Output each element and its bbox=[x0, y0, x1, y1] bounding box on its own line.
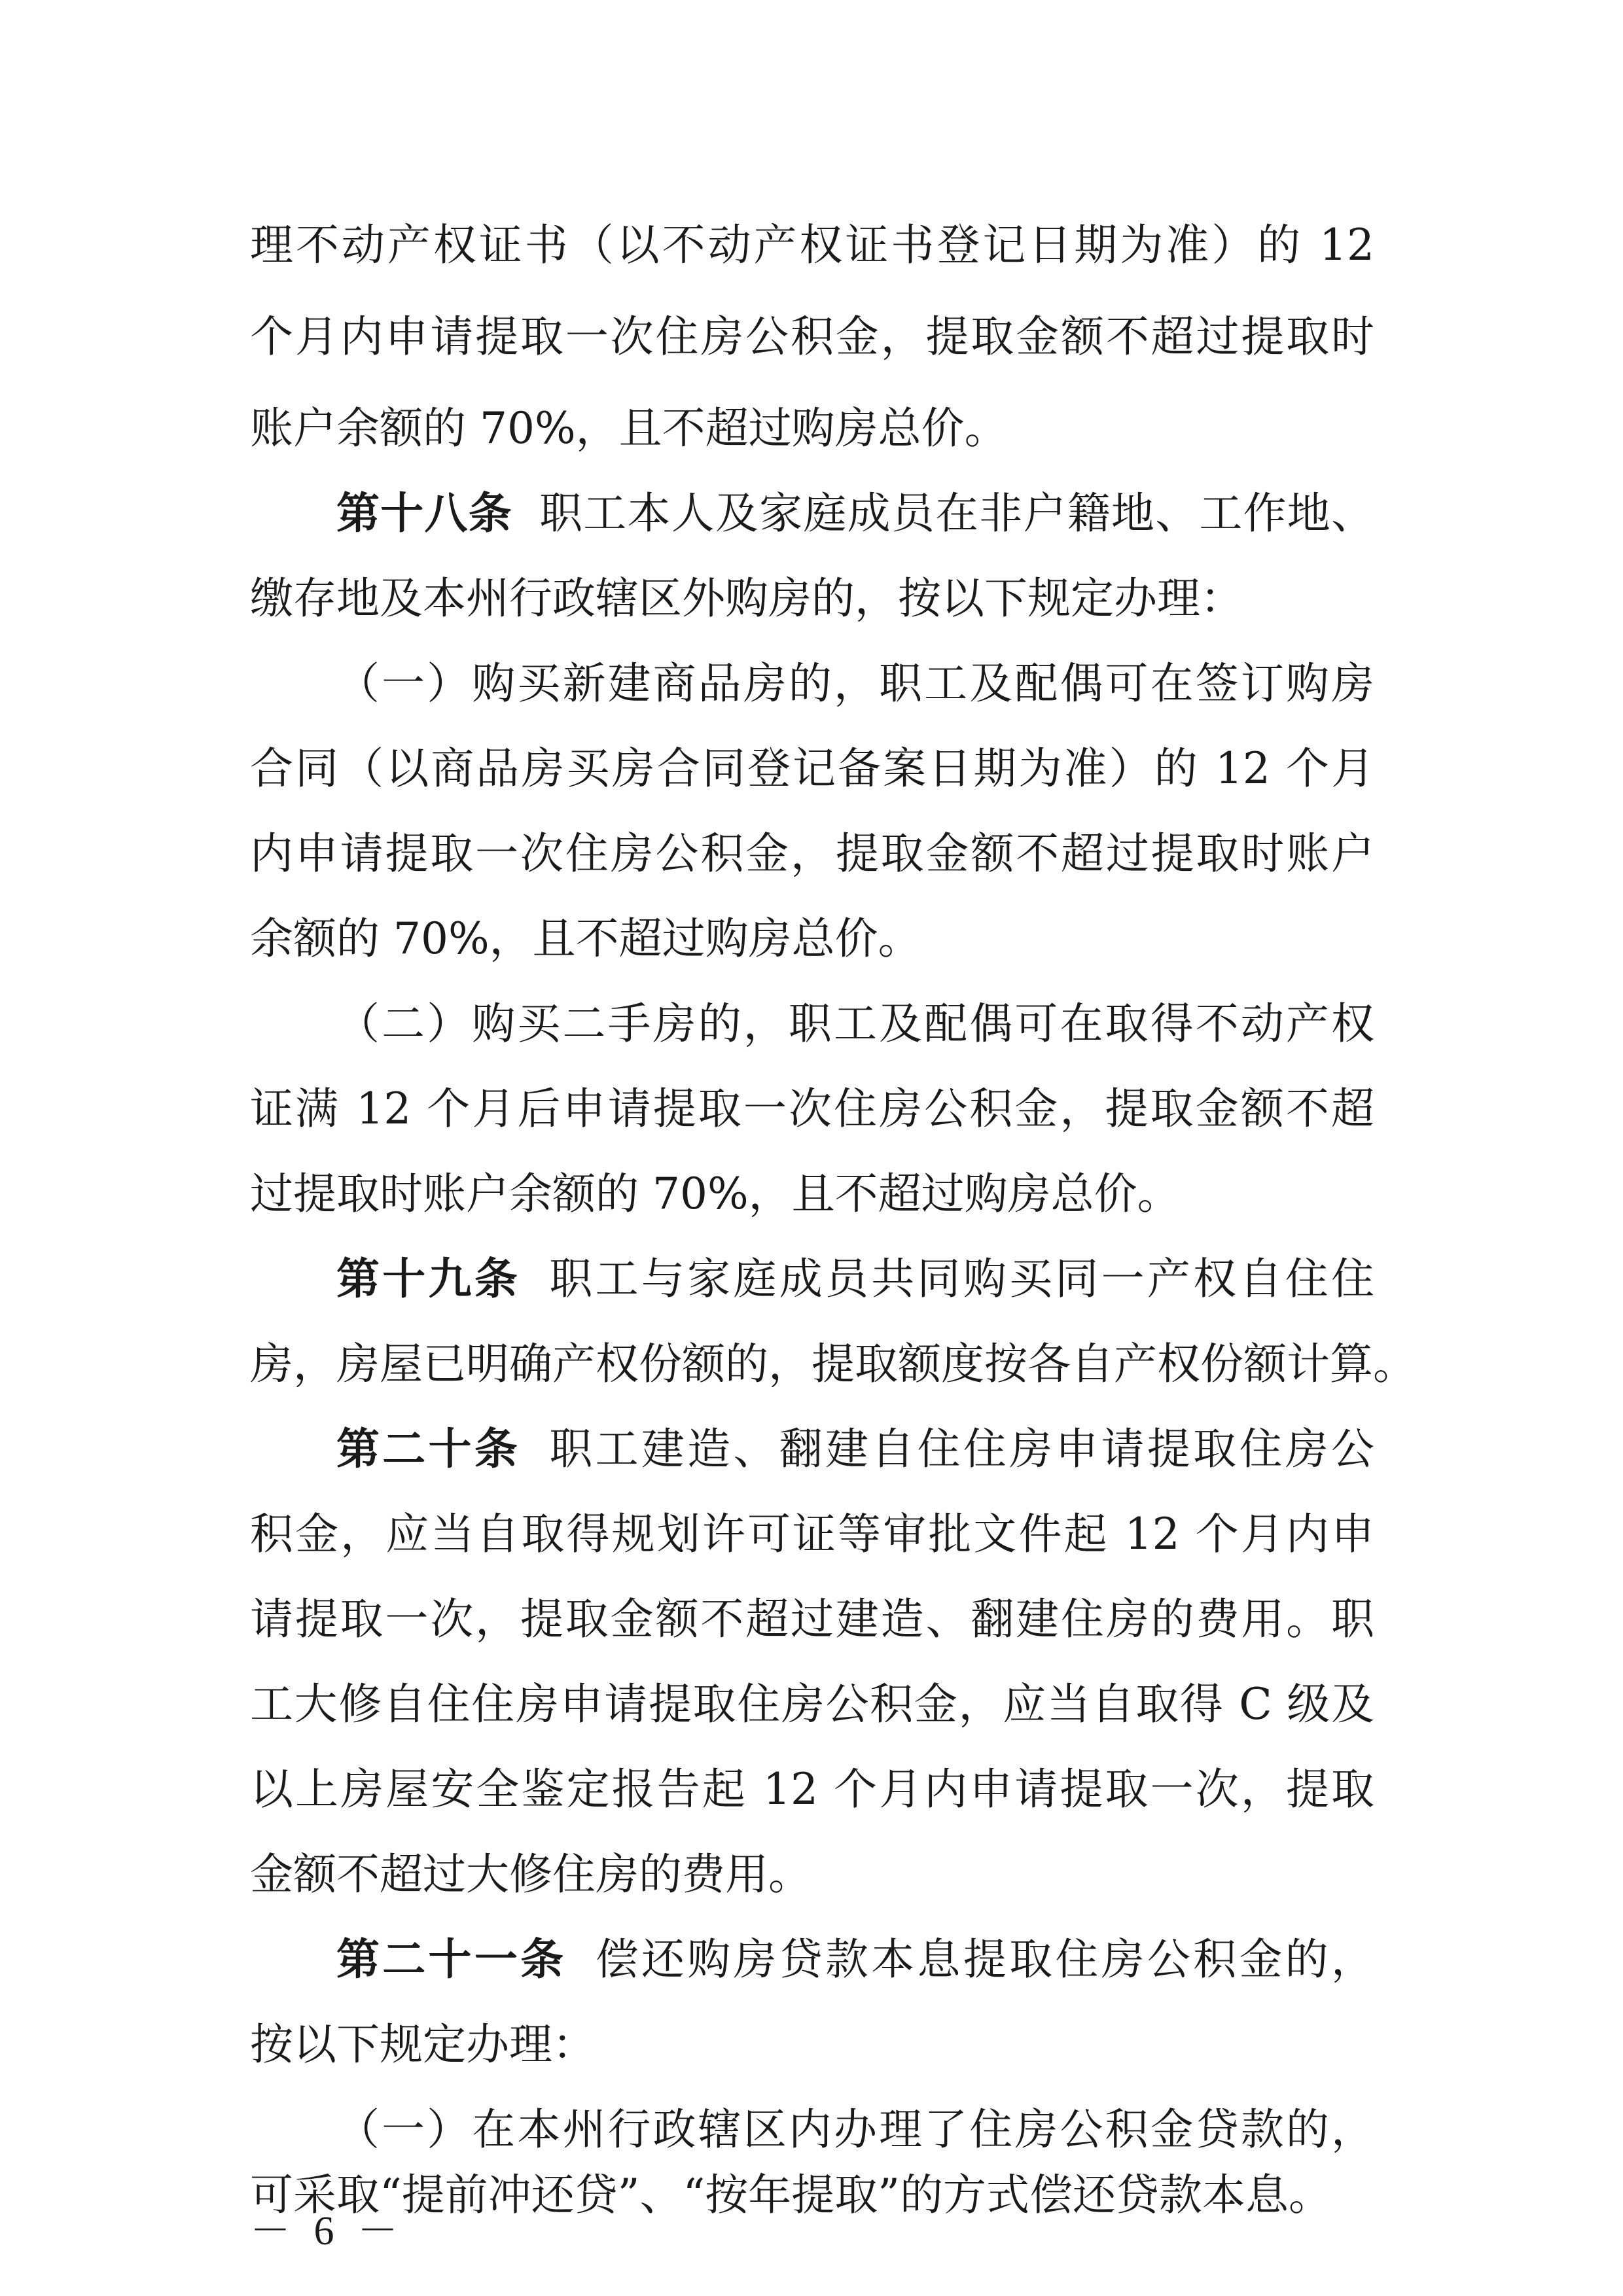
text-line: 证满 12 个月后申请提取一次住房公积金，提取金额不超 bbox=[250, 1084, 1374, 1134]
text-line: 以上房屋安全鉴定报告起 12 个月内申请提取一次，提取 bbox=[250, 1764, 1374, 1814]
text-line: 工大修自住住房申请提取住房公积金，应当自取得 C 级及 bbox=[250, 1679, 1374, 1729]
clause-1-first-line: （一）购买新建商品房的，职工及配偶可在签订购房 bbox=[336, 658, 1374, 709]
text-line: 过提取时账户余额的 70%，且不超过购房总价。 bbox=[250, 1169, 1181, 1219]
clause-1-first-line: （一）在本州行政辖区内办理了住房公积金贷款的， bbox=[336, 2104, 1374, 2155]
article-19-first-line: 第十九条 职工与家庭成员共同购买同一产权自住住 bbox=[336, 1254, 1375, 1304]
text-line: 房，房屋已明确产权份额的，提取额度按各自产权份额计算。 bbox=[250, 1339, 1416, 1389]
text-line: 请提取一次，提取金额不超过建造、翻建住房的费用。职 bbox=[250, 1594, 1374, 1644]
page-number: － 6 － bbox=[250, 2209, 405, 2253]
text-line: 账户余额的 70%，且不超过购房总价。 bbox=[250, 403, 1008, 453]
text-line: 理不动产权证书（以不动产权证书登记日期为准）的 12 bbox=[250, 220, 1374, 270]
text-line: 内申请提取一次住房公积金，提取金额不超过提取时账户 bbox=[250, 828, 1374, 879]
article-heading: 第二十一条 bbox=[336, 1934, 567, 1985]
clause-2-first-line: （二）购买二手房的，职工及配偶可在取得不动产权 bbox=[336, 998, 1374, 1049]
text-line: 缴存地及本州行政辖区外购房的，按以下规定办理： bbox=[250, 573, 1243, 624]
text-line: 余额的 70%，且不超过购房总价。 bbox=[250, 913, 921, 964]
article-heading: 第二十条 bbox=[336, 1424, 521, 1474]
article-18-first-line: 第十八条 职工本人及家庭成员在非户籍地、工作地、 bbox=[336, 488, 1375, 539]
text-line: 可采取“提前冲还贷”、“按年提取”的方式偿还贷款本息。 bbox=[250, 2170, 1332, 2220]
article-20-first-line: 第二十条 职工建造、翻建自住住房申请提取住房公 bbox=[336, 1424, 1375, 1474]
text-line: 个月内申请提取一次住房公积金，提取金额不超过提取时 bbox=[250, 311, 1374, 362]
article-heading: 第十九条 bbox=[336, 1254, 521, 1304]
text-line: 合同（以商品房买房合同登记备案日期为准）的 12 个月 bbox=[250, 743, 1374, 794]
text-line: 积金，应当自取得规划许可证等审批文件起 12 个月内申 bbox=[250, 1509, 1374, 1559]
article-heading: 第十八条 bbox=[336, 488, 512, 539]
text-line: 按以下规定办理： bbox=[250, 2019, 596, 2070]
article-21-first-line: 第二十一条 偿还购房贷款本息提取住房公积金的， bbox=[336, 1934, 1375, 1985]
text-line: 金额不超过大修住房的费用。 bbox=[250, 1849, 812, 1899]
